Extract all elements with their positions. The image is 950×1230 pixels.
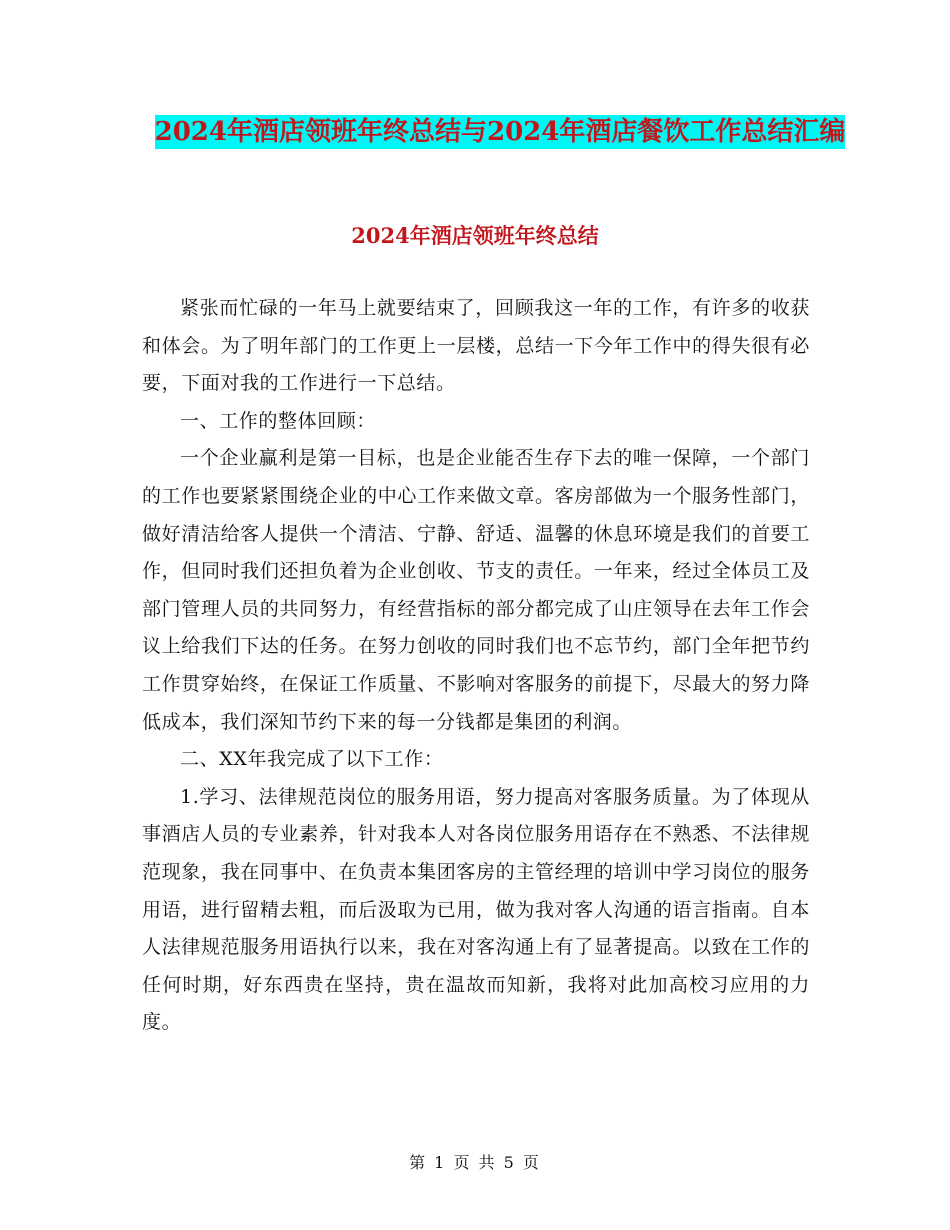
paragraph-item-1: 1.学习、法律规范岗位的服务用语，努力提高对客服务质量。为了体现从事酒店人员的专业素养，针对我本人对各岗位服务用语存在不熟悉、不法律规范现象，我在同事中、在负责本集团客房的主管经理的培训中学习岗位的服务用语，进行留精去粗，而后汲取为已用，做为我对客人沟通的语言指南。自本人法律规范服务用语执行以来，我在对客沟通上有了显著提高。以致在工作的任何时期，好东西贵在坚持，贵在温故而知新，我将对此加高校习应用的力度。 — [142, 785, 810, 1034]
title-highlight: 2024年酒店领班年终总结与2024年酒店餐饮工作总结汇编 — [154, 117, 846, 147]
document-body — [142, 290, 810, 1042]
page-footer: 第 1 页 共 5 页 — [409, 1153, 541, 1172]
document-title — [140, 112, 860, 152]
paragraph-heading-1: 一、工作的整体回顾： — [180, 409, 377, 432]
paragraph-heading-2: 二、XX年我完成了以下工作： — [180, 748, 444, 771]
paragraph-intro: 紧张而忙碌的一年马上就要结束了，回顾我这一年的工作，有许多的收获和体会。为了明年部门的工作更上一层楼，总结一下今年工作中的得失很有必要，下面对我的工作进行一下总结。 — [142, 297, 810, 395]
paragraph-review: 一个企业赢利是第一目标，也是企业能否生存下去的唯一保障，一个部门的工作也要紧紧围绕企业的中心工作来做文章。客房部做为一个服务性部门，做好清洁给客人提供一个清洁、宁静、舒适、温馨的休息环境是我们的首要工作，但同时我们还担负着为企业创收、节支的责任。一年来，经过全体员工及部门管理人员的共同努力，有经营指标的部分都完成了山庄领导在去年工作会议上给我们下达的任务。在努力创收的同时我们也不忘节约，部门全年把节约工作贯穿始终，在保证工作质量、不影响对客服务的前提下，尽最大的努力降低成本，我们深知节约下来的每一分钱都是集团的利润。 — [142, 447, 810, 733]
section-title: 2024年酒店领班年终总结 — [351, 223, 599, 248]
